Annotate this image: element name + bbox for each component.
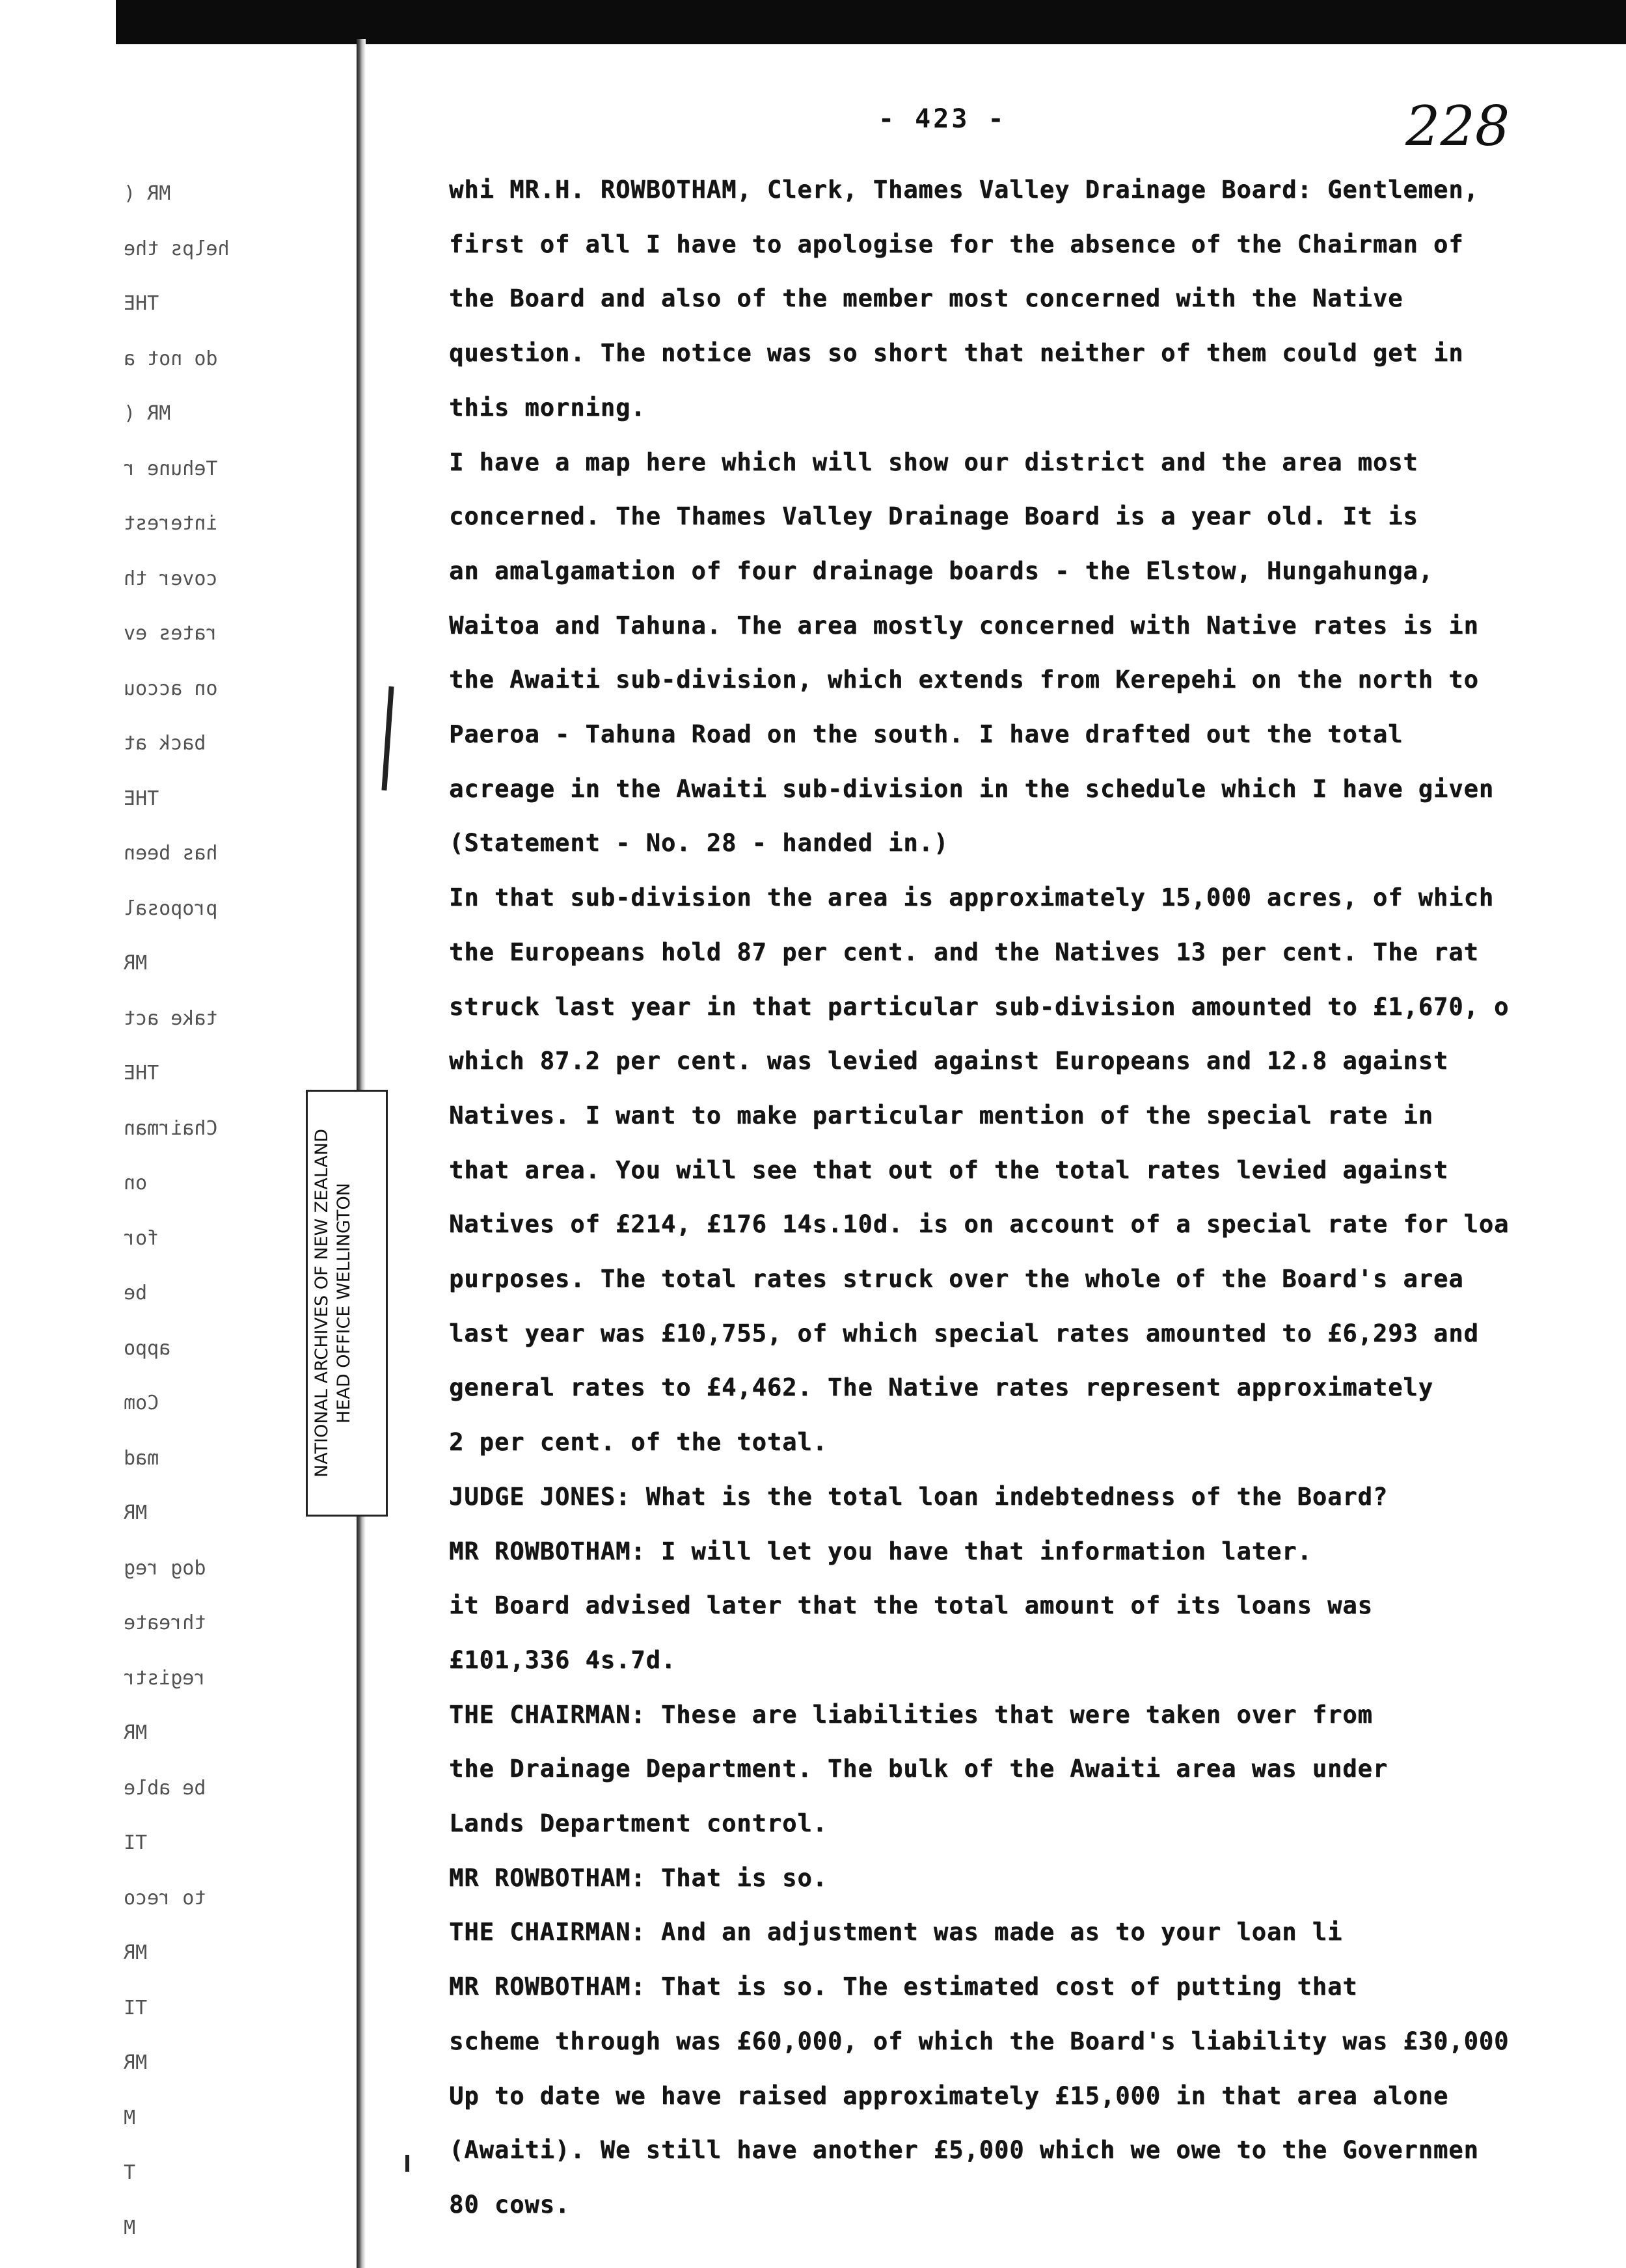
body-line: which 87.2 per cent. was levied against Europeans and 12.8 against xyxy=(449,1047,1449,1075)
body-line: scheme through was £60,000, of which the Board's liability was £30,000 xyxy=(449,2027,1510,2055)
body-line: an amalgamation of four drainage boards - the Elstow, Hungahunga, xyxy=(449,556,1433,585)
body-line: 80 cows. xyxy=(449,2190,571,2219)
body-line: THE CHAIRMAN: These are liabilities that were taken over from xyxy=(449,1700,1373,1729)
body-line: the Awaiti sub-division, which extends from Kerepehi on the north to xyxy=(449,666,1479,694)
margin-fragment: TI xyxy=(124,1996,148,2019)
body-line: the Board and also of the member most concerned with the Native xyxy=(449,284,1403,313)
body-line: £101,336 4s.7d. xyxy=(449,1645,677,1674)
margin-fragment: for xyxy=(124,1226,159,1250)
body-line: whi MR.H. ROWBOTHAM, Clerk, Thames Valley Drainage Board: Gentlemen, xyxy=(449,176,1479,204)
margin-fragment: rates ev xyxy=(124,622,218,645)
margin-fragment: Com xyxy=(124,1392,159,1414)
body-line: the Europeans hold 87 per cent. and the Natives 13 per cent. The rat xyxy=(449,938,1479,966)
stamp-line-2: HEAD OFFICE WELLINGTON xyxy=(334,1183,354,1424)
margin-fragment: TI xyxy=(124,1831,148,1854)
body-line: MR ROWBOTHAM: I will let you have that information later. xyxy=(449,1537,1312,1565)
margin-fragment: MR xyxy=(124,2051,148,2074)
margin-fragment: be able xyxy=(124,1776,206,1800)
margin-tick-mark xyxy=(405,2155,409,2172)
margin-fragment: proposal xyxy=(124,897,218,920)
margin-fragment: helps the xyxy=(124,237,230,260)
body-line: Up to date we have raised approximately £15,000 in that area alone xyxy=(449,2081,1449,2110)
margin-fragment: has been xyxy=(124,842,218,865)
margin-fragment: Tehune r xyxy=(124,457,218,480)
body-line: 2 per cent. of the total. xyxy=(449,1428,828,1457)
handwritten-folio-number: 228 xyxy=(1405,94,1510,158)
margin-fragment: T xyxy=(124,2161,136,2184)
body-line: the Drainage Department. The bulk of the Awaiti area was under xyxy=(449,1755,1389,1783)
margin-fragment: MR xyxy=(124,1502,148,1524)
margin-fragment: do not a xyxy=(124,347,218,370)
body-line: THE CHAIRMAN: And an adjustment was made as to your loan li xyxy=(449,1918,1343,1947)
page-number: - 423 - xyxy=(878,104,1007,134)
body-line: JUDGE JONES: What is the total loan indebtedness of the Board? xyxy=(449,1482,1389,1511)
margin-fragment: back at xyxy=(124,732,206,755)
body-line: last year was £10,755, of which special rates amounted to £6,293 and xyxy=(449,1319,1479,1347)
margin-fragment: threate xyxy=(124,1612,206,1634)
margin-fragment: dog reg xyxy=(124,1556,206,1580)
margin-fragment: appo xyxy=(124,1336,171,1360)
margin-fragment: THE xyxy=(124,292,159,315)
margin-fragment: interest xyxy=(124,512,218,535)
margin-fragment: MR ( xyxy=(124,402,171,425)
margin-fragment: M xyxy=(124,2216,136,2239)
body-line: acreage in the Awaiti sub-division in the schedule which I have given xyxy=(449,774,1495,803)
body-line: MR ROWBOTHAM: That is so. xyxy=(449,1863,828,1892)
body-line: general rates to £4,462. The Native rates represent approximately xyxy=(449,1373,1433,1402)
margin-fragment: MR xyxy=(124,1941,148,1964)
body-line: it Board advised later that the total amount of its loans was xyxy=(449,1591,1373,1620)
margin-fragment: MR xyxy=(124,1721,148,1744)
body-line: In that sub-division the area is approximately 15,000 acres, of which xyxy=(449,884,1495,912)
margin-fragment: M xyxy=(124,2106,136,2129)
margin-fragment: cover th xyxy=(124,567,218,590)
body-line: question. The notice was so short that neither of them could get in xyxy=(449,339,1464,368)
margin-fragment: registr xyxy=(124,1666,206,1690)
margin-fragment: MR xyxy=(124,952,148,975)
stamp-line-1: NATIONAL ARCHIVES OF NEW ZEALAND xyxy=(312,1129,332,1478)
body-line: that area. You will see that out of the total rates levied against xyxy=(449,1155,1449,1184)
margin-fragment: be xyxy=(124,1282,148,1304)
body-line: concerned. The Thames Valley Drainage Board is a year old. It is xyxy=(449,502,1418,531)
body-line: Waitoa and Tahuna. The area mostly concerned with Native rates is in xyxy=(449,611,1479,640)
body-line: Natives. I want to make particular mention of the special rate in xyxy=(449,1101,1433,1129)
body-line: MR ROWBOTHAM: That is so. The estimated cost of putting that xyxy=(449,1973,1358,2001)
body-line: Natives of £214, £176 14s.10d. is on account of a special rate for loa xyxy=(449,1210,1510,1239)
body-line: (Awaiti). We still have another £5,000 which we owe to the Governmen xyxy=(449,2136,1479,2165)
body-line: first of all I have to apologise for the absence of the Chairman of xyxy=(449,230,1464,258)
stamp-text xyxy=(311,1101,383,1505)
archive-stamp xyxy=(306,1090,388,1517)
body-line: purposes. The total rates struck over the whole of the Board's area xyxy=(449,1265,1464,1293)
body-line: this morning. xyxy=(449,393,646,422)
margin-fragment: MR ( xyxy=(124,182,171,205)
margin-fragment: mad xyxy=(124,1446,159,1470)
margin-fragment: to reco xyxy=(124,1886,206,1910)
margin-fragment: on accou xyxy=(124,677,218,700)
margin-fragment: on xyxy=(124,1172,148,1195)
margin-fragment: take act xyxy=(124,1006,218,1030)
body-line: Paeroa - Tahuna Road on the south. I have drafted out the total xyxy=(449,720,1403,748)
body-line: struck last year in that particular sub-division amounted to £1,670, o xyxy=(449,992,1510,1021)
margin-fragment: THE xyxy=(124,787,159,810)
body-line: (Statement - No. 28 - handed in.) xyxy=(449,829,949,857)
top-scan-border xyxy=(116,0,1626,44)
body-line: Lands Department control. xyxy=(449,1809,828,1837)
body-line: I have a map here which will show our district and the area most xyxy=(449,448,1418,476)
pencil-margin-mark xyxy=(381,686,394,790)
left-margin-strip xyxy=(0,0,116,2268)
margin-fragment: THE xyxy=(124,1062,159,1085)
margin-fragment: Chairman xyxy=(124,1116,218,1140)
